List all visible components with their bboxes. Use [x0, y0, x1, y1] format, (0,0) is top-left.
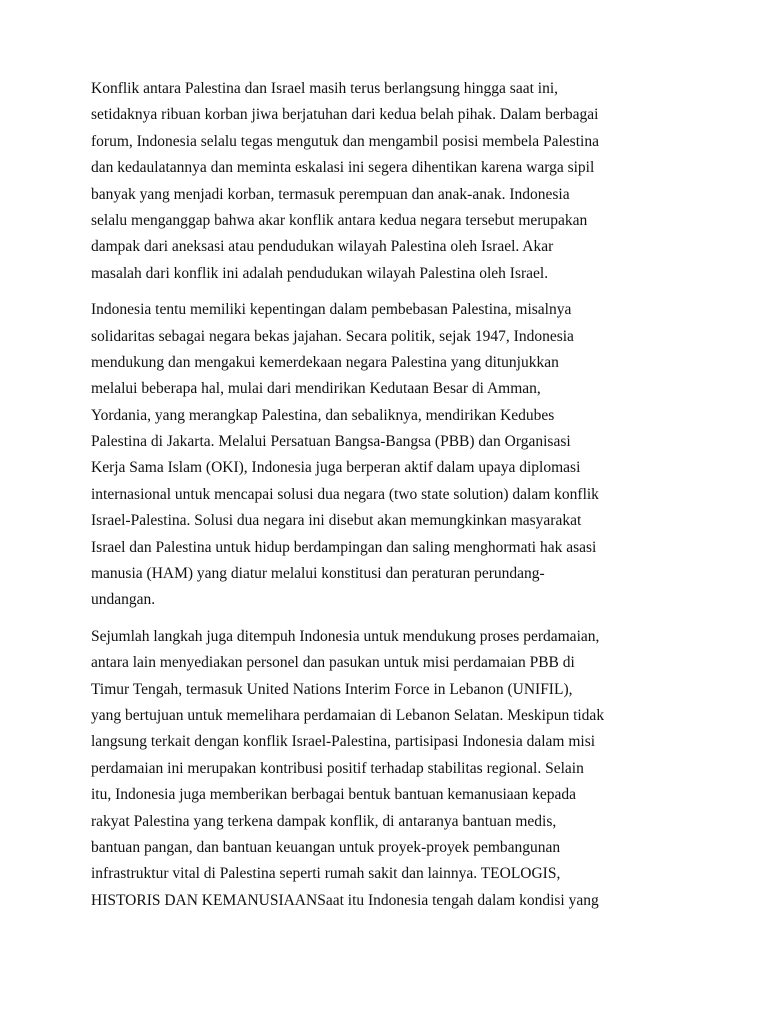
- text-line: forum, Indonesia selalu tegas mengutuk dan mengambil posisi membela Palestina: [91, 132, 599, 150]
- text-line: banyak yang menjadi korban, termasuk perempuan dan anak-anak. Indonesia: [91, 185, 570, 203]
- text-line: Konflik antara Palestina dan Israel masih terus berlangsung hingga saat ini,: [91, 80, 559, 97]
- text-line: Israel-Palestina. Solusi dua negara ini disebut akan memungkinkan masyarakat: [91, 512, 582, 530]
- text-line: Sejumlah langkah juga ditempuh Indonesia untuk mendukung proses perdamaian,: [91, 627, 600, 645]
- paragraph-3: [91, 624, 681, 914]
- text-line: langsung terkait dengan konflik Israel-Palestina, partisipasi Indonesia dalam misi: [91, 733, 596, 751]
- text-line: mendukung dan mengakui kemerdekaan negara Palestina yang ditunjukkan: [91, 353, 559, 371]
- text-line: antara lain menyediakan personel dan pasukan untuk misi perdamaian PBB di: [91, 654, 575, 672]
- text-line: Indonesia tentu memiliki kepentingan dalam pembebasan Palestina, misalnya: [91, 301, 572, 319]
- paragraph-1: [91, 76, 681, 287]
- paragraph-2: [91, 297, 681, 614]
- text-line: melalui beberapa hal, mulai dari mendirikan Kedutaan Besar di Amman,: [91, 380, 541, 398]
- text-line: infrastruktur vital di Palestina seperti rumah sakit dan lainnya. TEOLOGIS,: [91, 865, 561, 883]
- text-line: setidaknya ribuan korban jiwa berjatuhan dari kedua belah pihak. Dalam berbagai: [91, 106, 599, 124]
- text-line: selalu menganggap bahwa akar konflik antara kedua negara tersebut merupakan: [91, 211, 588, 229]
- text-line: masalah dari konflik ini adalah pendudukan wilayah Palestina oleh Israel.: [91, 264, 549, 282]
- text-line: Timur Tengah, termasuk United Nations Interim Force in Lebanon (UNIFIL),: [91, 680, 573, 698]
- text-line: manusia (HAM) yang diatur melalui konstitusi dan peraturan perundang-: [91, 565, 545, 583]
- text-line: perdamaian ini merupakan kontribusi positif terhadap stabilitas regional. Selain: [91, 759, 584, 777]
- text-line: itu, Indonesia juga memberikan berbagai bentuk bantuan kemanusiaan kepada: [91, 786, 577, 804]
- text-line: Palestina di Jakarta. Melalui Persatuan Bangsa-Bangsa (PBB) dan Organisasi: [91, 433, 571, 451]
- text-line: Kerja Sama Islam (OKI), Indonesia juga berperan aktif dalam upaya diplomasi: [91, 459, 581, 477]
- text-line: HISTORIS DAN KEMANUSIAANSaat itu Indonesia tengah dalam kondisi yang: [91, 891, 599, 909]
- text-line: dan kedaulatannya dan meminta eskalasi ini segera dihentikan karena warga sipil: [91, 159, 595, 177]
- text-line: rakyat Palestina yang terkena dampak konflik, di antaranya bantuan medis,: [91, 812, 557, 830]
- text-line: Yordania, yang merangkap Palestina, dan sebaliknya, mendirikan Kedubes: [91, 406, 555, 424]
- text-line: solidaritas sebagai negara bekas jajahan. Secara politik, sejak 1947, Indonesia: [91, 327, 574, 345]
- text-line: yang bertujuan untuk memelihara perdamaian di Lebanon Selatan. Meskipun tidak: [91, 706, 605, 724]
- text-line: dampak dari aneksasi atau pendudukan wilayah Palestina oleh Israel. Akar: [91, 238, 554, 256]
- text-line: Israel dan Palestina untuk hidup berdampingan dan saling menghormati hak asasi: [91, 538, 597, 556]
- text-line: undangan.: [91, 591, 156, 609]
- document-body: [91, 76, 681, 924]
- text-line: internasional untuk mencapai solusi dua negara (two state solution) dalam konflik: [91, 485, 599, 503]
- text-line: bantuan pangan, dan bantuan keuangan untuk proyek-proyek pembangunan: [91, 838, 561, 856]
